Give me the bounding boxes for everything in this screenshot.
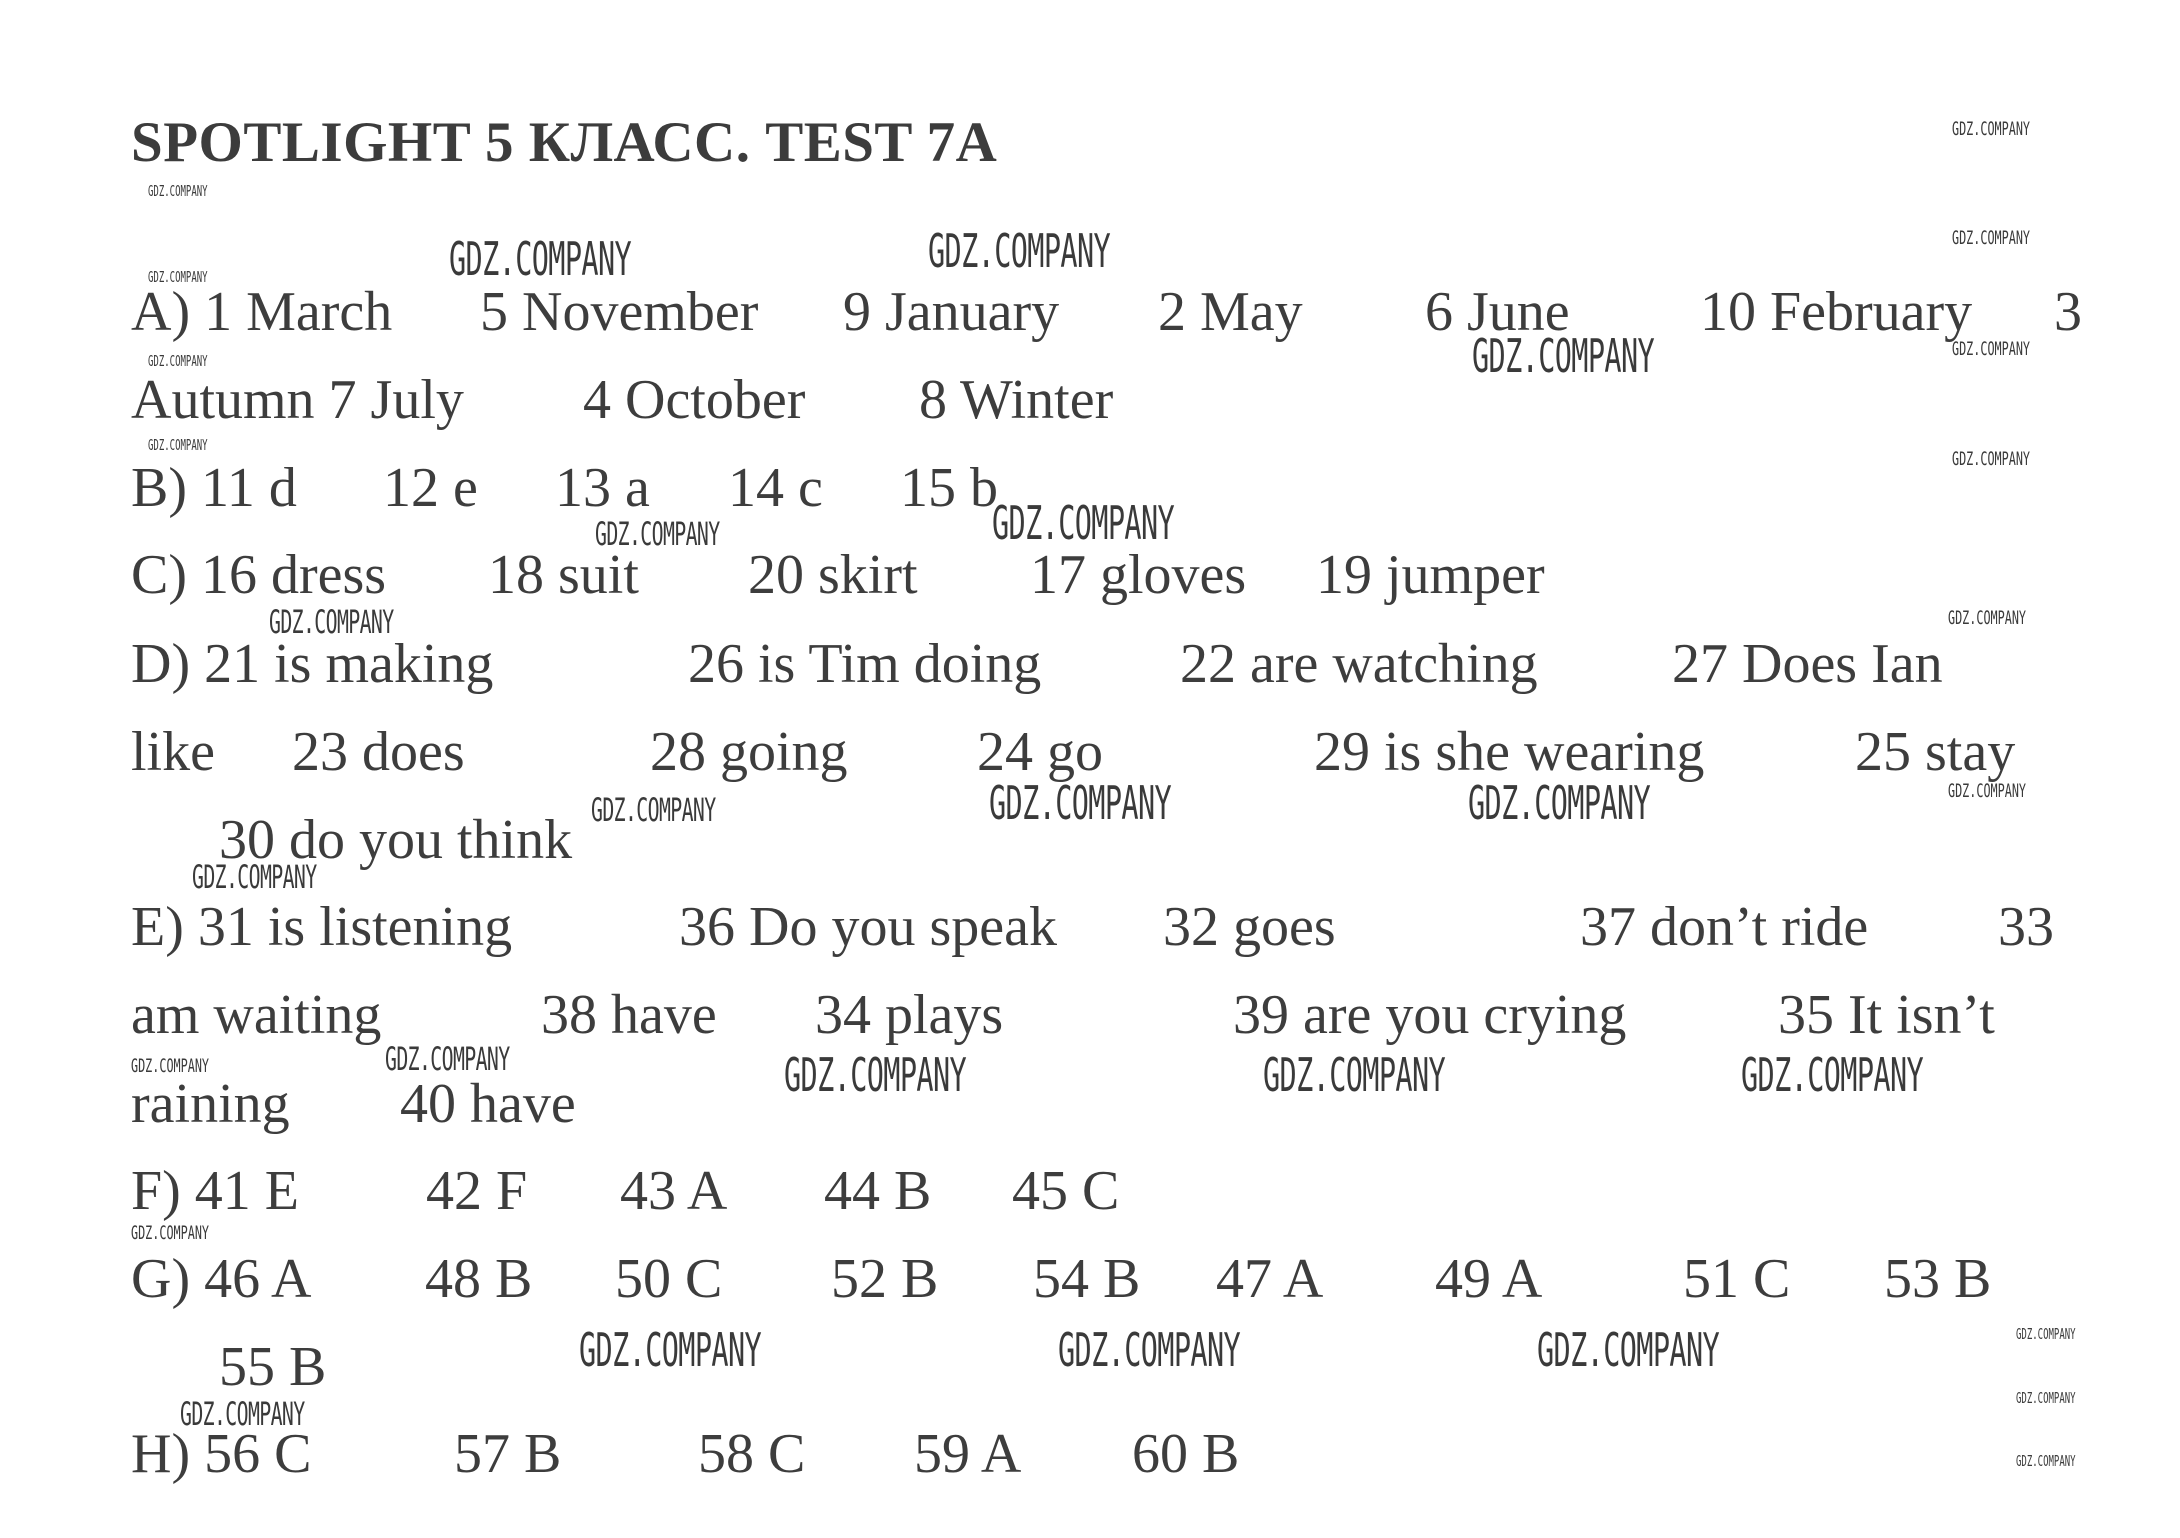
answer-item: 27 Does Ian <box>1672 633 1943 695</box>
answer-item: 42 F <box>426 1160 528 1222</box>
watermark: GDZ.COMPANY <box>148 352 208 370</box>
answer-item: Autumn 7 July <box>131 369 464 431</box>
page-title: SPOTLIGHT 5 КЛАСС. TEST 7A <box>131 111 998 174</box>
watermark: GDZ.COMPANY <box>148 268 208 286</box>
answer-item: 25 stay <box>1855 721 2016 783</box>
answer-item: F) 41 E <box>131 1160 299 1222</box>
watermark: GDZ.COMPANY <box>1472 329 1655 383</box>
watermark: GDZ.COMPANY <box>928 224 1111 278</box>
watermark: GDZ.COMPANY <box>131 1222 210 1244</box>
answer-item: 29 is she wearing <box>1314 721 1705 783</box>
watermark: GDZ.COMPANY <box>2016 1452 2076 1470</box>
answer-item: raining <box>131 1073 290 1135</box>
answer-item: 30 do you think <box>219 809 573 871</box>
watermark: GDZ.COMPANY <box>784 1048 967 1102</box>
answer-item: A) 1 March <box>131 281 393 343</box>
answer-item: 50 C <box>615 1248 723 1310</box>
answer-item: 26 is Tim doing <box>688 633 1042 695</box>
watermark: GDZ.COMPANY <box>269 603 394 641</box>
watermark: GDZ.COMPANY <box>992 496 1175 550</box>
answer-item: 9 January <box>843 281 1060 343</box>
answer-item: 59 A <box>914 1423 1022 1485</box>
watermark: GDZ.COMPANY <box>1537 1323 1720 1377</box>
watermark: GDZ.COMPANY <box>1952 227 2031 249</box>
watermark: GDZ.COMPANY <box>595 515 720 553</box>
answer-item: H) 56 C <box>131 1423 312 1485</box>
watermark: GDZ.COMPANY <box>591 791 716 829</box>
answer-item: 48 B <box>425 1248 533 1310</box>
answer-item: 32 goes <box>1163 896 1336 958</box>
watermark: GDZ.COMPANY <box>579 1323 762 1377</box>
answer-item: B) 11 d <box>131 457 297 519</box>
watermark: GDZ.COMPANY <box>1948 607 2027 629</box>
answer-item: 52 B <box>831 1248 939 1310</box>
answer-item: 6 June <box>1425 281 1570 343</box>
watermark: GDZ.COMPANY <box>148 436 208 454</box>
answer-item: am waiting <box>131 984 382 1046</box>
answer-item: 57 B <box>454 1423 562 1485</box>
answer-item: 2 May <box>1158 281 1303 343</box>
watermark: GDZ.COMPANY <box>131 1055 210 1077</box>
answer-item: 55 B <box>219 1336 327 1398</box>
watermark: GDZ.COMPANY <box>2016 1325 2076 1343</box>
answer-item: 28 going <box>650 721 848 783</box>
answer-item: G) 46 A <box>131 1248 312 1310</box>
answer-item: 44 B <box>824 1160 932 1222</box>
watermark: GDZ.COMPANY <box>1058 1323 1241 1377</box>
watermark: GDZ.COMPANY <box>1952 448 2031 470</box>
watermark: GDZ.COMPANY <box>180 1395 305 1433</box>
answer-item: 8 Winter <box>919 369 1114 431</box>
answer-item: 24 go <box>977 721 1103 783</box>
answer-item: 5 November <box>480 281 759 343</box>
answer-item: 45 C <box>1012 1160 1120 1222</box>
answer-item: 38 have <box>541 984 717 1046</box>
watermark: GDZ.COMPANY <box>1741 1048 1924 1102</box>
answer-item: 13 a <box>555 457 650 519</box>
answer-item: 12 e <box>383 457 478 519</box>
answer-item: 4 October <box>583 369 806 431</box>
answer-item: 51 C <box>1683 1248 1791 1310</box>
answer-item: 3 <box>2054 281 2082 343</box>
answer-item: 35 It isn’t <box>1778 984 1995 1046</box>
answer-item: 58 C <box>698 1423 806 1485</box>
answer-item: 40 have <box>400 1073 576 1135</box>
answer-item: 20 skirt <box>748 544 918 606</box>
watermark: GDZ.COMPANY <box>2016 1389 2076 1407</box>
answer-item: 34 plays <box>815 984 1004 1046</box>
answer-item: 37 don’t ride <box>1580 896 1869 958</box>
watermark: GDZ.COMPANY <box>1952 118 2031 140</box>
watermark: GDZ.COMPANY <box>1263 1048 1446 1102</box>
answer-item: 19 jumper <box>1316 544 1545 606</box>
answer-item: C) 16 dress <box>131 544 387 606</box>
answer-item: 22 are watching <box>1180 633 1538 695</box>
answer-item: 53 B <box>1884 1248 1992 1310</box>
answer-item: 54 B <box>1033 1248 1141 1310</box>
answer-item: D) 21 is making <box>131 633 494 695</box>
answer-item: like <box>131 721 215 783</box>
watermark: GDZ.COMPANY <box>192 858 317 896</box>
answer-item: E) 31 is listening <box>131 896 513 958</box>
answer-item: 15 b <box>900 457 998 519</box>
answer-item: 49 A <box>1435 1248 1543 1310</box>
answer-item: 36 Do you speak <box>679 896 1057 958</box>
answer-item: 17 gloves <box>1030 544 1247 606</box>
watermark: GDZ.COMPANY <box>1948 780 2027 802</box>
answer-item: 33 <box>1998 896 2054 958</box>
answer-item: 39 are you crying <box>1233 984 1627 1046</box>
answer-item: 10 February <box>1700 281 1973 343</box>
watermark: GDZ.COMPANY <box>1468 776 1651 830</box>
watermark: GDZ.COMPANY <box>148 182 208 200</box>
answer-item: 14 c <box>728 457 823 519</box>
answer-item: 23 does <box>292 721 465 783</box>
answer-item: 47 A <box>1216 1248 1324 1310</box>
watermark: GDZ.COMPANY <box>989 776 1172 830</box>
answer-item: 18 suit <box>488 544 639 606</box>
watermark: GDZ.COMPANY <box>449 232 632 286</box>
answer-item: 43 A <box>620 1160 728 1222</box>
watermark: GDZ.COMPANY <box>385 1040 510 1078</box>
answer-item: 60 B <box>1132 1423 1240 1485</box>
watermark: GDZ.COMPANY <box>1952 338 2031 360</box>
